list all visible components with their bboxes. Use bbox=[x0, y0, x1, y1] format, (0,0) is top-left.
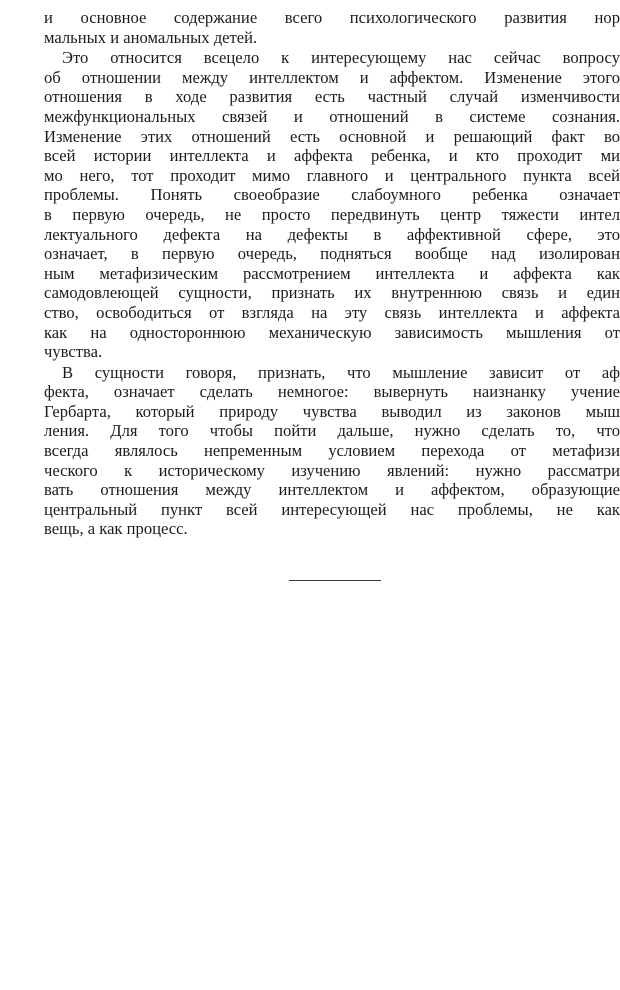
text-line: означает, в первую очередь, подняться вообще над изолирован bbox=[44, 244, 620, 264]
text-line: Гербарта, который природу чувства выводил из законов мыш bbox=[44, 401, 620, 421]
text-line: Это относится всецело к интересующему нас сейчас вопросу bbox=[62, 48, 620, 68]
text-line: вещь, а как процесс. bbox=[44, 519, 188, 539]
text-line: мальных и аномальных детей. bbox=[44, 27, 258, 47]
text-line: ным метафизическим рассмотрением интеллекта и аффекта как bbox=[44, 263, 620, 283]
text-line: самодовлеющей сущности, признать их внутреннюю связь и един bbox=[44, 283, 620, 303]
text-line: в первую очередь, не просто передвинуть центр тяжести интел bbox=[44, 204, 620, 224]
text-line: проблемы. Понять своеобразие слабоумного ребенка означает bbox=[44, 185, 620, 205]
text-line: вать отношения между интеллектом и аффектом, образующие bbox=[44, 480, 620, 500]
text-line: межфункциональных связей и отношений в системе сознания. bbox=[44, 106, 620, 126]
paragraph bbox=[44, 8, 620, 47]
section-divider bbox=[289, 580, 381, 581]
paragraph bbox=[44, 48, 620, 362]
text-line: всей истории интеллекта и аффекта ребенка, и кто проходит ми bbox=[44, 146, 620, 166]
text-line: ческого к историческому изучению явлений: нужно рассматри bbox=[44, 460, 620, 480]
text-line: ство, освободиться от взгляда на эту связь интеллекта и аффекта bbox=[44, 302, 620, 322]
text-line: мо него, тот проходит мимо главного и центрального пункта всей bbox=[44, 165, 620, 185]
text-line: центральный пункт всей интересующей нас проблемы, не как bbox=[44, 499, 620, 519]
text-line: и основное содержание всего психологического развития нор bbox=[44, 8, 620, 27]
text-line: как на одностороннюю механическую зависимость мышления от bbox=[44, 322, 620, 342]
text-line: фекта, означает сделать немногое: вывернуть наизнанку учение bbox=[44, 382, 620, 402]
text-line: В сущности говоря, признать, что мышление зависит от аф bbox=[62, 362, 620, 382]
paragraph bbox=[44, 363, 620, 539]
text-line: лектуального дефекта на дефекты в аффективной сфере, это bbox=[44, 224, 620, 244]
page-text bbox=[44, 8, 620, 539]
text-line: отношения в ходе развития есть частный случай изменчивости bbox=[44, 87, 620, 107]
text-line: чувства. bbox=[44, 342, 103, 362]
text-line: Изменение этих отношений есть основной и решающий факт во bbox=[44, 126, 620, 146]
text-line: всегда являлось непременным условием перехода от метафизи bbox=[44, 441, 620, 461]
text-line: об отношении между интеллектом и аффектом. Изменение этого bbox=[44, 67, 620, 87]
text-line: ления. Для того чтобы пойти дальше, нужно сделать то, что bbox=[44, 421, 620, 441]
